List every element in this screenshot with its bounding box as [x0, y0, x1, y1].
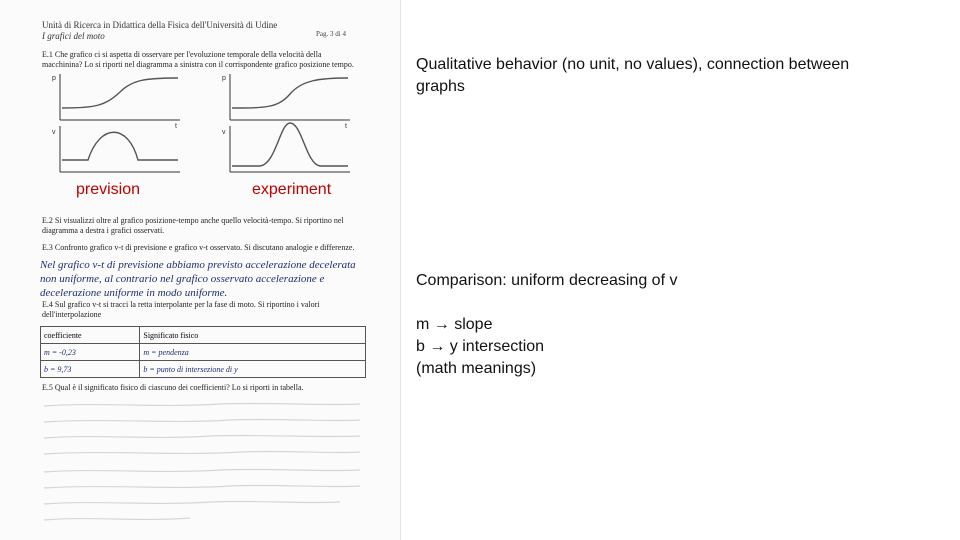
table-cell-coef: b = 9,73 [41, 361, 140, 378]
question-e4: E.4 Sul grafico v-t si tracci la retta interpolante per la fase di moto. Si riportino i valori dell'interpolazione [42, 300, 320, 319]
prevision-graphs [60, 74, 180, 172]
axis-label-v-experiment: v [222, 129, 226, 136]
coefficients-note [416, 314, 544, 380]
table-row [41, 344, 366, 361]
motion-graphs [40, 68, 360, 180]
comparison-note: Comparison: uniform decreasing of v [416, 272, 678, 289]
table-header-meaning: Significato fisico [140, 327, 366, 344]
b-intersection-note: b → y intersection [416, 338, 545, 355]
header-institution: Unità di Ricerca in Didattica della Fisica dell'Università di Udine [42, 20, 278, 30]
m-slope-note: m → slope [416, 316, 493, 333]
axis-label-p-experiment: p [222, 75, 226, 82]
worksheet-scan [0, 0, 401, 540]
axis-label-t-prevision-top: t [175, 123, 177, 130]
qualitative-note: Qualitative behavior (no unit, no values), connection between graphs [416, 56, 850, 95]
table-cell-meaning: b = punto di intersezione di y [140, 361, 366, 378]
faded-handwriting [40, 392, 370, 532]
axis-label-t-experiment-top: t [345, 123, 347, 130]
axis-label-p-prevision: p [52, 75, 56, 82]
coefficient-table [40, 326, 366, 378]
table-header-row [41, 327, 366, 344]
question-e5: E.5 Qual è il significato fisico di ciascuno dei coefficienti? Lo si riporti in tabella. [42, 383, 304, 392]
question-e1: E.1 Che grafico ci si aspetta di osservare per l'evoluzione temporale della velocità della macchinina? Lo si riporti nel diagramma a sinistra con il corrispondente grafico posizione tempo. [42, 50, 354, 69]
math-meanings-note: (math meanings) [416, 360, 537, 377]
experiment-label: experiment [252, 181, 332, 198]
page-number: Pag. 3 di 4 [316, 30, 346, 38]
experiment-graphs [230, 74, 350, 172]
prevision-label: prevision [76, 181, 141, 198]
table-cell-coef: m = -0,23 [41, 344, 140, 361]
axis-label-v-prevision: v [52, 129, 56, 136]
header-title: I grafici del moto [42, 31, 105, 41]
table-header-coefficient: coefficiente [41, 327, 140, 344]
handwritten-answer: Nel grafico v-t di previsione abbiamo previsto accelerazione decelerata non uniforme, al contrario nel grafico osservato accelerazione e decelerazione uniforme in modo uniforme. [40, 259, 356, 299]
table-row [41, 361, 366, 378]
question-e2: E.2 Si visualizzi oltre al grafico posizione-tempo anche quello velocità-tempo. Si riportino nel diagramma a destra i grafici osservati. [42, 216, 344, 235]
worksheet-header [42, 20, 277, 42]
question-e3: E.3 Confronto grafico v-t di previsione e grafico v-t osservato. Si discutano analogie e differenze. [42, 243, 355, 252]
table-cell-meaning: m = pendenza [140, 344, 366, 361]
